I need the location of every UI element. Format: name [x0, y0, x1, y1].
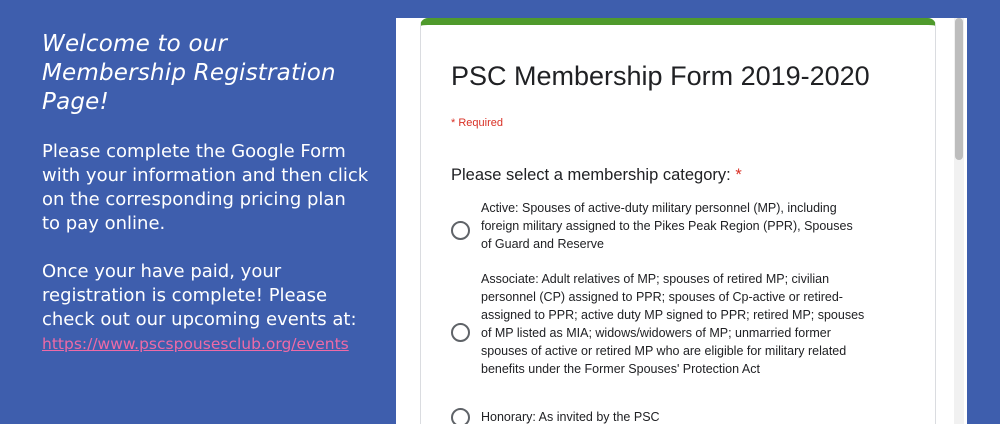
welcome-line: Membership Registration: [42, 60, 336, 86]
radio-button[interactable]: [451, 323, 470, 342]
option-line: Honorary: As invited by the PSC: [481, 410, 660, 424]
instructions-line: Please complete the Google Form: [42, 141, 346, 162]
option-line: benefits under the Former Spouses' Protection Act: [481, 362, 760, 376]
option-label: [481, 199, 901, 253]
option-line: foreign military assigned to the Pikes Peak Region (PPR), Spouses: [481, 219, 853, 233]
instructions-line: to pay online.: [42, 213, 166, 234]
welcome-line: Welcome to our: [42, 31, 228, 57]
payment-line: registration is complete! Please: [42, 285, 328, 306]
scrollbar-thumb[interactable]: [955, 18, 963, 160]
option-line: personnel (CP) assigned to PPR; spouses of Cp-active or retired-: [481, 290, 843, 304]
instructions-line: on the corresponding pricing plan: [42, 189, 346, 210]
payment-line: check out our upcoming events at:: [42, 309, 357, 330]
scrollbar[interactable]: [954, 18, 964, 424]
option-line: assigned to PPR; active duty MP signed to PPR; retired MP; spouses: [481, 308, 865, 322]
instructions-line: with your information and then click: [42, 165, 369, 186]
question-label: Please select a membership category:: [451, 166, 731, 184]
option-line: spouses of active or retired MP who are eligible for military related: [481, 344, 847, 358]
payment-paragraph: [42, 260, 387, 356]
form-card: [420, 18, 936, 424]
welcome-line: Page!: [42, 89, 109, 115]
option-label: [481, 270, 901, 378]
option-line: Active: Spouses of active-duty military personnel (MP), including: [481, 201, 837, 215]
option-line: Associate: Adult relatives of MP; spouses of retired MP; civilian: [481, 272, 830, 286]
radio-button[interactable]: [451, 221, 470, 240]
form-title: PSC Membership Form 2019-2020: [451, 61, 870, 91]
required-note: * Required: [451, 117, 503, 129]
membership-category-question: [451, 166, 742, 185]
radio-button[interactable]: [451, 408, 470, 424]
payment-line: Once your have paid, your: [42, 261, 282, 282]
option-line: of Guard and Reserve: [481, 237, 604, 251]
embedded-google-form: [396, 18, 967, 424]
option-line: of MP listed as MIA; widows/widowers of MP; unmarried former: [481, 326, 831, 340]
required-star: *: [735, 166, 742, 184]
instructions-paragraph: [42, 140, 387, 236]
welcome-heading: [42, 30, 387, 117]
events-link[interactable]: https://www.pscspousesclub.org/events: [42, 335, 349, 353]
welcome-panel: [42, 30, 387, 380]
option-label: [481, 408, 901, 424]
